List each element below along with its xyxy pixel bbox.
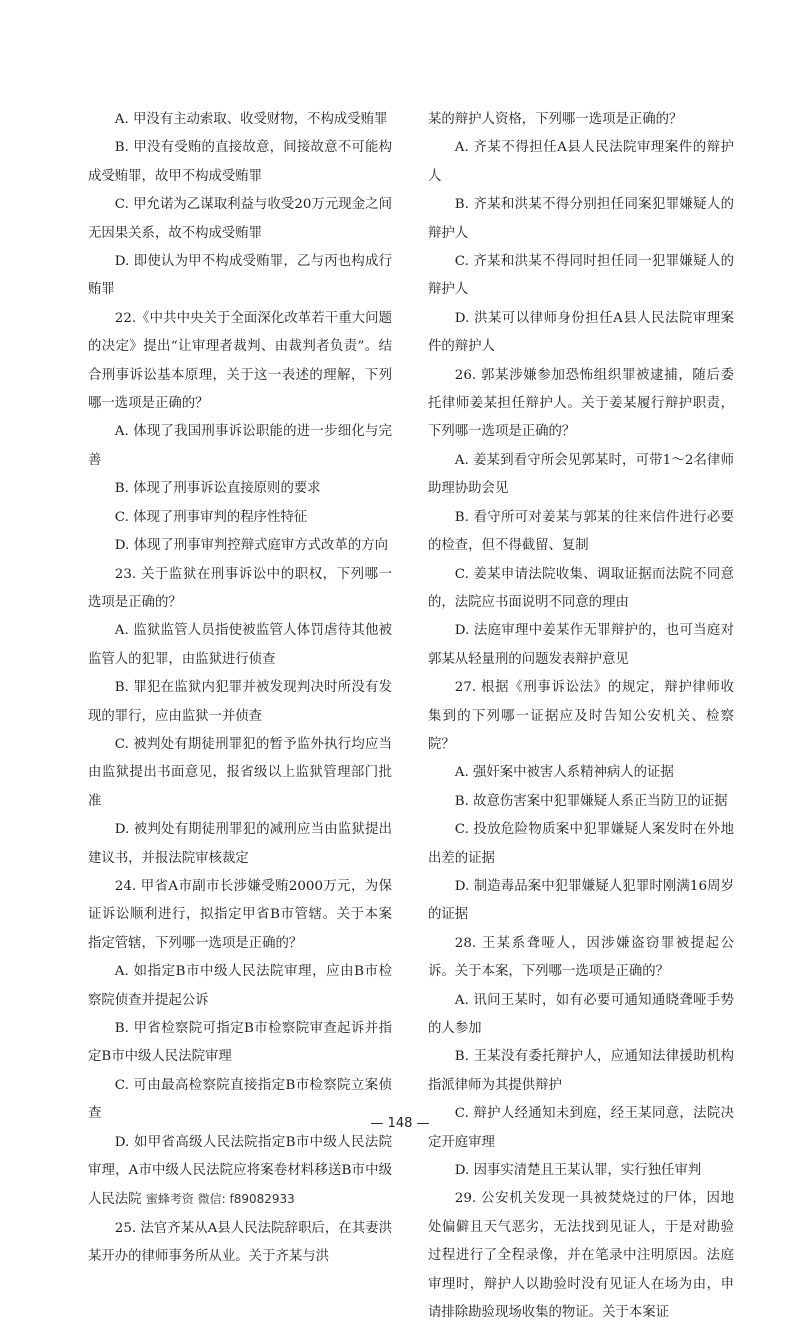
paragraph-text: D. 即使认为甲不构成受贿罪，乙与丙也构成行贿罪 xyxy=(88,254,392,298)
paragraph-text: 24. 甲省A市副市长涉嫌受贿2000万元，为保证诉讼顺利进行，拟指定甲省B市管辖。关于本案指定管辖，下列哪一选项是正确的？ xyxy=(88,878,392,951)
paragraph-text: 22.《中共中央关于全面深化改革若干重大问题的决定》提出“让审理者裁判、由裁判者负责”。结合刑事诉讼基本原理，关于这一表述的理解，下列哪一选项是正确的？ xyxy=(88,310,392,412)
page-number: — 148 — xyxy=(370,1116,430,1131)
answer-option xyxy=(88,475,392,503)
paragraph-text: A. 监狱监管人员指使被监管人体罚虐待其他被监管人的犯罪，由监狱进行侦查 xyxy=(88,623,392,667)
answer-option xyxy=(428,248,734,305)
answer-option xyxy=(88,418,392,475)
answer-option xyxy=(428,788,734,816)
paragraph-text: B. 甲没有受贿的直接故意，间接故意不可能构成受贿罪，故甲不构成受贿罪 xyxy=(88,140,392,184)
paragraph-text: D. 洪某可以律师身份担任A县人民法院审理案件的辩护人 xyxy=(428,310,734,355)
paragraph-text: A. 讯问王某时，如有必要可通知通晓聋哑手势的人参加 xyxy=(428,992,734,1036)
paragraph-text: B. 齐某和洪某不得分别担任同案犯罪嫌疑人的辩护人 xyxy=(428,197,734,241)
paragraph-text: B. 甲省检察院可指定B市检察院审查起诉并指定B市中级人民法院审理 xyxy=(88,1021,392,1065)
answer-option xyxy=(88,106,392,134)
paragraph-text: C. 甲允诺为乙谋取利益与收受20万元现金之间无因果关系，故不构成受贿罪 xyxy=(88,197,392,241)
paragraph-text: D. 制造毒品案中犯罪嫌疑人犯罪时刚满16周岁的证据 xyxy=(428,878,734,923)
paragraph-text: A. 齐某不得担任A县人民法院审理案件的辩护人 xyxy=(428,140,734,184)
paragraph-text: 某的辩护人资格，下列哪一选项是正确的？ xyxy=(428,112,683,127)
answer-option xyxy=(428,816,734,873)
paragraph-text: D. 如甲省高级人民法院指定B市中级人民法院审理，A市中级人民法院应将案卷材料移送B市中级人民法院 xyxy=(88,1134,392,1208)
answer-option xyxy=(88,134,392,191)
paragraph-text: B. 看守所可对姜某与郭某的往来信件进行必要的检查，但不得截留、复制 xyxy=(428,509,734,554)
answer-option xyxy=(88,958,392,1015)
answer-option xyxy=(428,1043,734,1100)
paragraph-text: A. 甲没有主动索取、收受财物，不构成受贿罪 xyxy=(114,112,388,127)
question-stem xyxy=(88,305,392,419)
right-column xyxy=(428,106,734,1327)
paragraph-text: 27. 根据《刑事诉讼法》的规定，辩护律师收集到的下列哪一证据应及时告知公安机关、检察院？ xyxy=(428,680,734,752)
paragraph-text: C. 辩护人经通知未到庭，经王某同意，法院决定开庭审理 xyxy=(428,1106,734,1150)
answer-option xyxy=(428,617,734,674)
answer-option xyxy=(428,1157,734,1185)
paragraph-text: A. 姜某到看守所会见郭某时，可带1～2名律师助理协助会见 xyxy=(428,452,734,497)
answer-option xyxy=(428,191,734,248)
paragraph-text: 23. 关于监狱在刑事诉讼中的职权，下列哪一选项是正确的？ xyxy=(88,566,392,610)
answer-option xyxy=(88,1129,392,1215)
paragraph-text: 29. 公安机关发现一具被焚烧过的尸体，因地处偏僻且天气恶劣，无法找到见证人，于是对勘验过程进行了全程录像，并在笔录中注明原因。法庭审理时，辩护人以勘验时没有见证人在场为由，申请排除勘验现场收集的物证。关于本案证 xyxy=(428,1191,734,1321)
answer-option xyxy=(88,1015,392,1072)
answer-option xyxy=(428,759,734,787)
answer-option xyxy=(428,134,734,191)
paragraph-text: C. 齐某和洪某不得同时担任同一犯罪嫌疑人的辩护人 xyxy=(428,254,734,298)
question-stem xyxy=(428,1185,734,1327)
left-column xyxy=(88,106,392,1272)
paragraph-text: B. 王某没有委托辩护人，应通知法律援助机构指派律师为其提供辩护 xyxy=(428,1049,734,1093)
paragraph-text: D. 因事实清楚且王某认罪，实行独任审判 xyxy=(454,1163,702,1179)
paragraph-text: 25. 法官齐某从A县人民法院辞职后，在其妻洪某开办的律师事务所从业。关于齐某与洪 xyxy=(88,1220,392,1265)
question-stem xyxy=(88,873,392,958)
question-stem xyxy=(428,674,734,759)
answer-option xyxy=(428,561,734,618)
paragraph-text: B. 罪犯在监狱内犯罪并被发现判决时所没有发现的罪行，应由监狱一并侦查 xyxy=(88,680,392,724)
answer-option xyxy=(428,873,734,930)
paragraph-text: A. 强奸案中被害人系精神病人的证据 xyxy=(454,765,674,781)
paragraph-text: A. 如指定B市中级人民法院审理，应由B市检察院侦查并提起公诉 xyxy=(88,964,392,1008)
answer-option xyxy=(88,816,392,873)
answer-option xyxy=(88,248,392,305)
question-stem xyxy=(428,362,734,447)
paragraph-text: D. 被判处有期徒刑罪犯的减刑应当由监狱提出建议书，并报法院审核裁定 xyxy=(88,822,392,866)
answer-option xyxy=(88,731,392,816)
question-stem xyxy=(428,930,734,987)
question-stem xyxy=(88,1215,392,1272)
paragraph-text: 28. 王某系聋哑人，因涉嫌盗窃罪被提起公诉。关于本案，下列哪一选项是正确的？ xyxy=(428,935,734,980)
paragraph-text: D. 体现了刑事审判控辩式庭审方式改革的方向 xyxy=(114,538,388,554)
paragraph-text: C. 投放危险物质案中犯罪嫌疑人案发时在外地出差的证据 xyxy=(428,822,734,866)
answer-option xyxy=(88,674,392,731)
paragraph-text: B. 体现了刑事诉讼直接原则的要求 xyxy=(114,481,321,497)
paragraph-text: C. 姜某申请法院收集、调取证据而法院不同意的，法院应书面说明不同意的理由 xyxy=(428,566,734,610)
answer-option xyxy=(428,305,734,362)
answer-option xyxy=(428,504,734,561)
answer-option xyxy=(88,617,392,674)
paragraph-text: B. 故意伤害案中犯罪嫌疑人系正当防卫的证据 xyxy=(454,793,728,809)
answer-option xyxy=(88,504,392,532)
answer-option xyxy=(428,447,734,504)
answer-option xyxy=(88,532,392,560)
answer-option xyxy=(88,191,392,248)
watermark-text: 蜜蜂考资 微信: f89082933 xyxy=(145,1192,295,1207)
paragraph-text: C. 可由最高检察院直接指定B市检察院立案侦查 xyxy=(88,1077,392,1122)
question-continuation xyxy=(428,106,734,134)
paragraph-text: D. 法庭审理中姜某作无罪辩护的，也可当庭对郭某从轻量刑的问题发表辩护意见 xyxy=(428,623,734,667)
answer-option xyxy=(428,987,734,1044)
paragraph-text: 26. 郭某涉嫌参加恐怖组织罪被逮捕，随后委托律师姜某担任辩护人。关于姜某履行辩护职责，下列哪一选项是正确的？ xyxy=(428,367,734,440)
paragraph-text: C. 体现了刑事审判的程序性特征 xyxy=(114,509,308,525)
question-stem xyxy=(88,561,392,618)
paragraph-text: C. 被判处有期徒刑罪犯的暂予监外执行均应当由监狱提出书面意见，报省级以上监狱管理部门批准 xyxy=(88,736,392,809)
paragraph-text: A. 体现了我国刑事诉讼职能的进一步细化与完善 xyxy=(88,424,392,468)
